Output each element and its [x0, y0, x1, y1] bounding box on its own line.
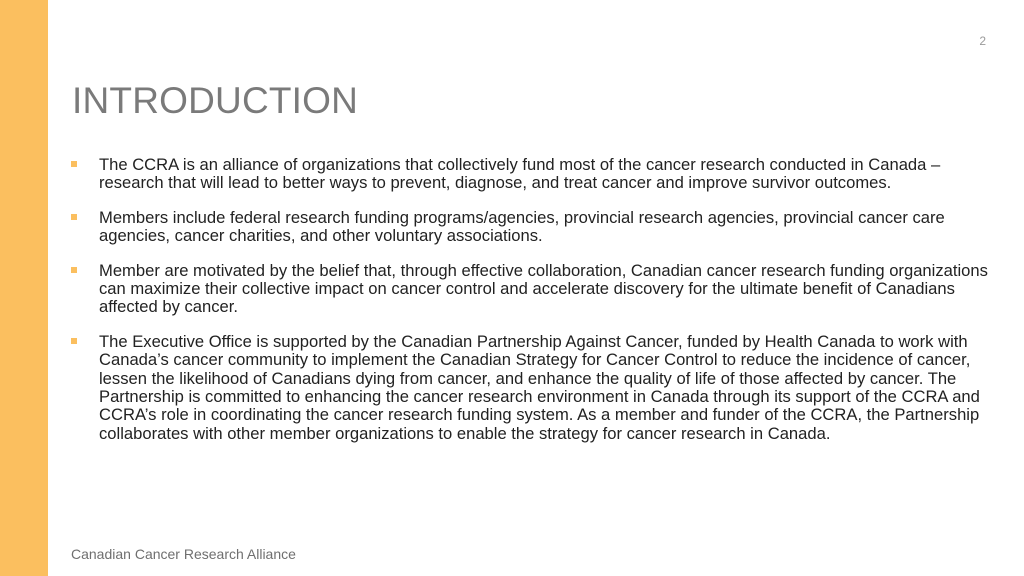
square-bullet-icon [71, 338, 77, 344]
left-accent-bar [0, 0, 48, 576]
square-bullet-icon [71, 214, 77, 220]
footer-organization-name: Canadian Cancer Research Alliance [71, 546, 296, 562]
square-bullet-icon [71, 161, 77, 167]
page-number: 2 [979, 34, 986, 48]
bullet-text: The CCRA is an alliance of organizations that collectively fund most of the cancer research conducted in Canada – research that will lead to better ways to prevent, diagnose, and treat cancer and improve survivor outcomes. [99, 155, 941, 193]
square-bullet-icon [71, 267, 77, 273]
bullet-item [70, 333, 990, 443]
bullet-item [70, 262, 990, 317]
bullet-list [70, 156, 990, 459]
bullet-text: Member are motivated by the belief that, through effective collaboration, Canadian cancer research funding organizations can maximize their collective impact on cancer control and accelerate discovery for the ultimate benefit of Canadians affected by cancer. [99, 260, 988, 317]
bullet-item [70, 156, 990, 193]
bullet-item [70, 209, 990, 246]
slide-title: INTRODUCTION [72, 80, 359, 121]
bullet-text: The Executive Office is supported by the Canadian Partnership Against Cancer, funded by Health Canada to work with Canada’s cancer community to implement the Canadian Strategy for Cancer Control to reduce the incidence of cancer, lessen the likelihood of Canadians dying from cancer, and enhance the quality of life of those affected by cancer. The Partnership is committed to enhancing the cancer research environment in Canada through its support of the CCRA and CCRA’s role in coordinating the cancer research funding system. As a member and funder of the CCRA, the Partnership collaborates with other member organizations to enable the strategy for cancer research in Canada. [99, 331, 980, 443]
bullet-text: Members include federal research funding programs/agencies, provincial research agencies, provincial cancer care agencies, cancer charities, and other voluntary associations. [99, 207, 945, 246]
